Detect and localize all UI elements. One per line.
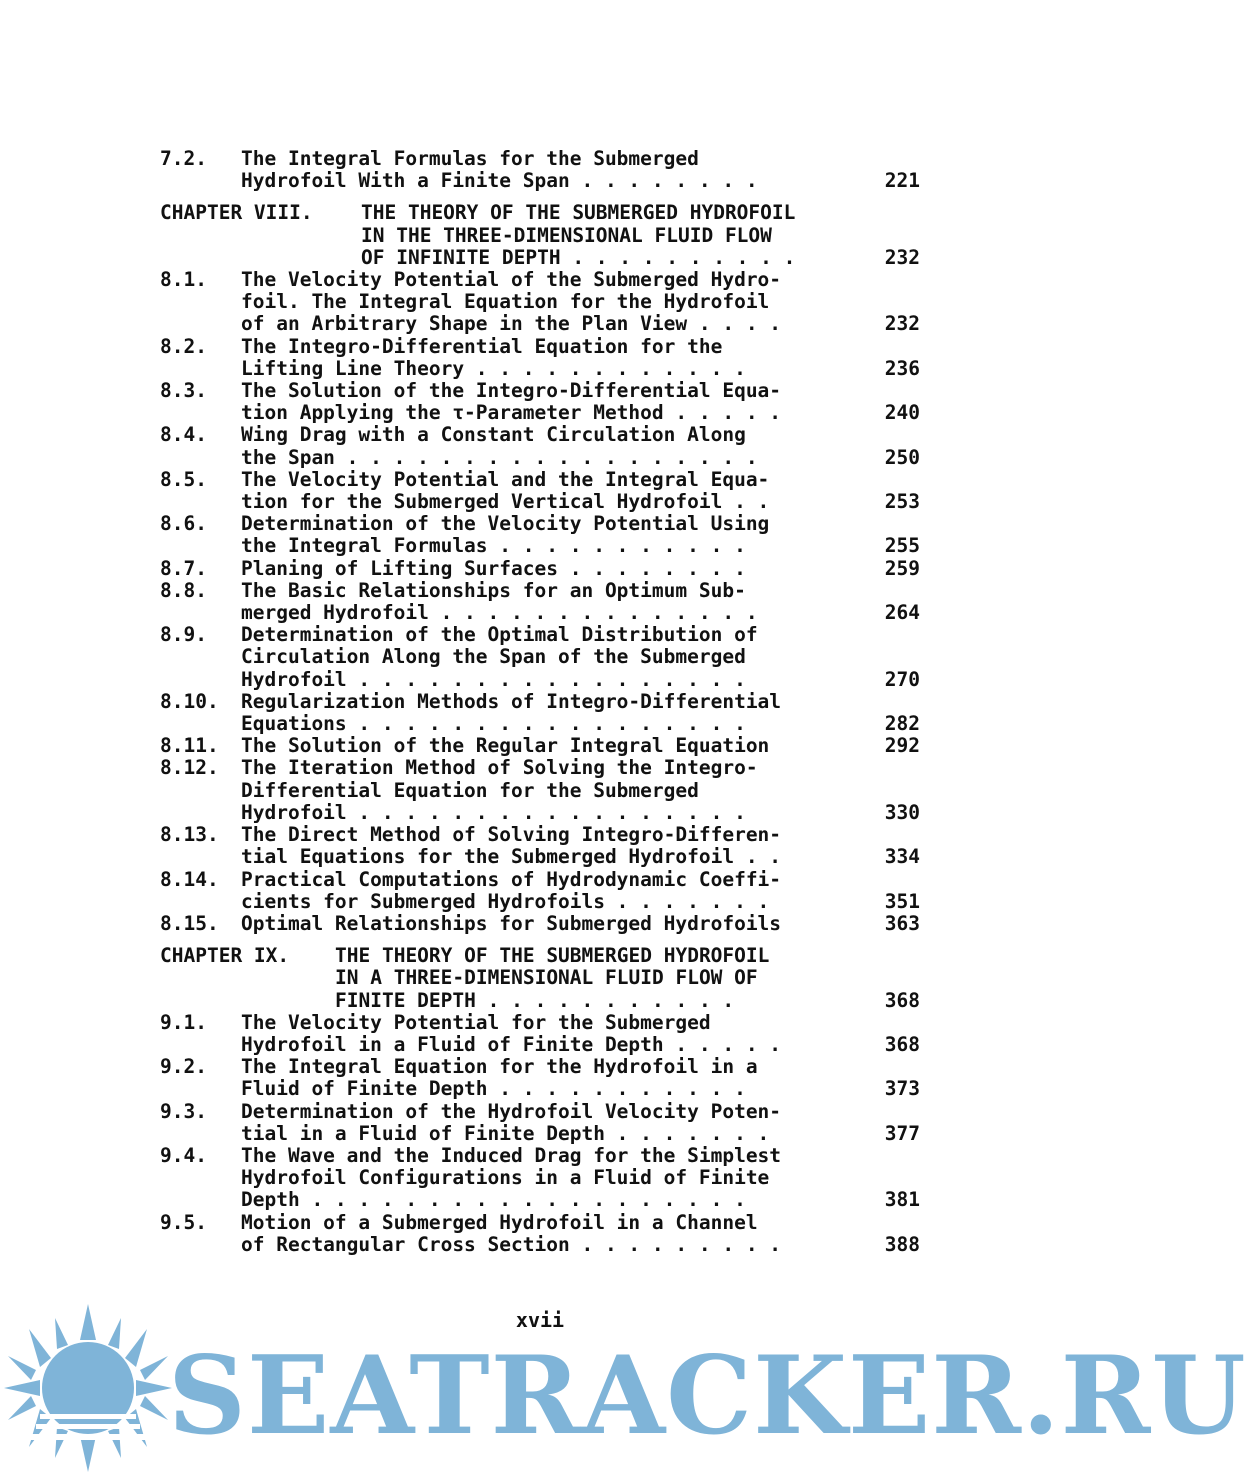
section-title: The Integral Equation for the Hydrofoil in a Fluid of Finite Depth . . . . . . . . . . . [241, 1055, 758, 1101]
section-number: 9.4. [160, 1143, 207, 1167]
page-ref: 232 [884, 312, 920, 336]
page-ref: 388 [884, 1232, 920, 1256]
section-title: Practical Computations of Hydrodynamic Coeffi- cients for Submerged Hydrofoils . . . . . . . [241, 867, 782, 913]
page-ref: 368 [884, 988, 920, 1012]
section-number: 8.10. [160, 689, 219, 713]
chapter-heading [160, 202, 930, 269]
section-number: 8.14. [160, 867, 219, 891]
toc-entry [160, 757, 930, 824]
page-ref: 334 [884, 845, 920, 869]
section-number: 7.2. [160, 147, 207, 170]
page-ref: 255 [884, 534, 920, 558]
toc-entry [160, 469, 930, 513]
section-number: 8.13. [160, 823, 219, 847]
section-title: The Integro-Differential Equation for the Lifting Line Theory . . . . . . . . . . . . [241, 334, 746, 380]
toc-entry [160, 148, 930, 192]
section-number: 8.15. [160, 911, 219, 935]
page-ref: 330 [884, 800, 920, 824]
toc-entry [160, 424, 930, 468]
section-number: 8.1. [160, 268, 207, 292]
toc-entry [160, 691, 930, 735]
page-ref: 377 [884, 1121, 920, 1145]
chapter-heading [160, 945, 930, 1012]
toc-entry [160, 1145, 930, 1212]
section-title: The Velocity Potential of the Submerged Hydro- foil. The Integral Equation for the Hydrofoil of an Arbitrary Shape in the Plan View . . . . [241, 268, 782, 336]
toc-entry [160, 558, 930, 580]
toc-entry [160, 624, 930, 691]
page-ref: 373 [884, 1077, 920, 1101]
section-title: The Iteration Method of Solving the Integro- Differential Equation for the Submerged Hydrofoil . . . . . . . . . . . . . . . . . [241, 756, 758, 824]
section-title: The Direct Method of Solving Integro-Differen- tial Equations for the Submerged Hydrofoil . . [241, 823, 782, 869]
section-number: 8.11. [160, 734, 219, 758]
section-title: Determination of the Hydrofoil Velocity Poten- tial in a Fluid of Finite Depth . . . . . . . [241, 1099, 782, 1145]
toc-entry [160, 1101, 930, 1145]
chapter-label: CHAPTER IX. [160, 944, 290, 968]
section-title: The Velocity Potential and the Integral Equa- tion for the Submerged Vertical Hydrofoil . . [241, 467, 770, 514]
section-title: The Integral Formulas for the Submerged Hydrofoil With a Finite Span . . . . . . . . [241, 147, 758, 193]
page-ref: 253 [884, 490, 920, 514]
section-title: The Basic Relationships for an Optimum Sub- merged Hydrofoil . . . . . . . . . . . . . . [241, 578, 758, 625]
page-ref: 250 [884, 445, 920, 469]
section-title: The Solution of the Integro-Differential Equa- tion Applying the τ-Parameter Method . . . . . [241, 379, 782, 425]
chapter-title: THE THEORY OF THE SUBMERGED HYDROFOIL IN THE THREE-DIMENSIONAL FLUID FLOW OF INFINITE DEPTH . . . . . . . . . . [361, 201, 796, 269]
section-number: 8.7. [160, 556, 207, 580]
section-number: 8.12. [160, 756, 219, 780]
section-title: Determination of the Velocity Potential Using the Integral Formulas . . . . . . . . . . . [241, 512, 770, 558]
toc-entry [160, 913, 930, 935]
toc-entry [160, 269, 930, 336]
section-number: 8.5. [160, 467, 207, 491]
watermark-text: SEATRACKER.RU [168, 1333, 1247, 1459]
toc-entry [160, 1056, 930, 1100]
toc-entry [160, 380, 930, 424]
page-ref: 236 [884, 356, 920, 380]
section-title: The Wave and the Induced Drag for the Simplest Hydrofoil Configurations in a Fluid of Finite Depth . . . . . . . . . . . . . . . . . . . [241, 1143, 782, 1212]
page-ref: 282 [884, 712, 920, 736]
toc-entry [160, 735, 930, 757]
section-title: Motion of a Submerged Hydrofoil in a Channel of Rectangular Cross Section . . . . . . . . . [241, 1210, 782, 1256]
page-ref: 259 [884, 556, 920, 580]
table-of-contents [160, 148, 930, 1256]
page-ref: 292 [884, 734, 920, 758]
page-ref: 381 [884, 1188, 920, 1212]
toc-entry [160, 580, 930, 624]
toc-entry [160, 869, 930, 913]
section-title: Planing of Lifting Surfaces . . . . . . . . [241, 556, 746, 580]
section-number: 9.5. [160, 1210, 207, 1234]
page-ref: 270 [884, 667, 920, 691]
toc-entry [160, 1212, 930, 1256]
section-number: 8.3. [160, 379, 207, 403]
section-title: Regularization Methods of Integro-Differential Equations . . . . . . . . . . . . . . . . . [241, 689, 782, 736]
toc-entry [160, 824, 930, 868]
page-ref: 368 [884, 1032, 920, 1056]
page-number: xvii [515, 1308, 565, 1332]
section-title: Determination of the Optimal Distribution of Circulation Along the Span of the Submerged Hydrofoil . . . . . . . . . . . . . . . . . [241, 623, 758, 691]
toc-entry [160, 336, 930, 380]
page-ref: 240 [884, 401, 920, 425]
chapter-label: CHAPTER VIII. [160, 201, 313, 225]
page-ref: 351 [884, 889, 920, 913]
toc-entry [160, 513, 930, 557]
section-title: Wing Drag with a Constant Circulation Along the Span . . . . . . . . . . . . . . . . . . [241, 423, 758, 469]
section-number: 9.2. [160, 1055, 207, 1079]
section-number: 8.4. [160, 423, 207, 447]
section-number: 9.3. [160, 1099, 207, 1123]
section-number: 8.9. [160, 623, 207, 647]
section-title: The Solution of the Regular Integral Equation [241, 734, 770, 758]
page-ref: 264 [884, 601, 920, 625]
page-ref: 363 [884, 911, 920, 935]
section-number: 8.6. [160, 512, 207, 536]
page-ref: 221 [884, 169, 920, 193]
section-number: 8.2. [160, 334, 207, 358]
section-title: The Velocity Potential for the Submerged Hydrofoil in a Fluid of Finite Depth . . . . . [241, 1010, 782, 1056]
chapter-title: THE THEORY OF THE SUBMERGED HYDROFOIL IN A THREE-DIMENSIONAL FLUID FLOW OF FINITE DEPTH . . . . . . . . . . . [335, 944, 770, 1012]
page-ref: 232 [884, 245, 920, 269]
section-number: 9.1. [160, 1010, 207, 1034]
section-number: 8.8. [160, 578, 207, 602]
section-title: Optimal Relationships for Submerged Hydrofoils [241, 911, 782, 935]
toc-entry [160, 1012, 930, 1056]
